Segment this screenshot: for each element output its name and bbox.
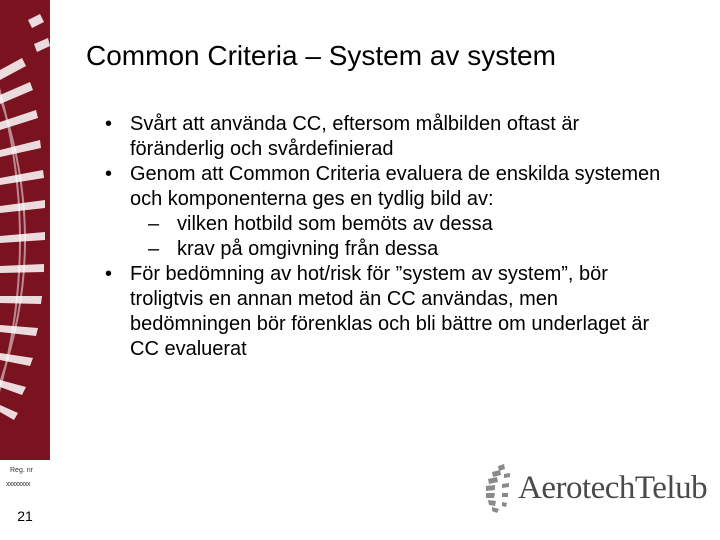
- reg-value: xxxxxxxx: [6, 481, 30, 488]
- bullet-item: [105, 262, 675, 362]
- logo-globe-icon: [482, 462, 516, 518]
- logo-text: AerotechTelub: [518, 470, 708, 506]
- bullet-item: [105, 162, 675, 212]
- bullet-mark: •: [105, 163, 113, 185]
- subbullet-item: [105, 237, 675, 262]
- subbullet-item: [105, 212, 675, 237]
- bullet-text: För bedömning av hot/risk för ”system av system”, bör troligtvis en annan metod än CC användas, men bedömningen bör förenklas och bli bättre om underlaget är CC evaluerat: [130, 263, 650, 360]
- bullet-mark: •: [105, 113, 113, 135]
- slide-title: Common Criteria – System av system: [86, 40, 556, 71]
- subbullet-mark: –: [148, 238, 160, 260]
- globe-pattern-icon: [0, 0, 50, 460]
- slide-body: [105, 112, 675, 362]
- company-logo: [482, 462, 708, 518]
- subbullet-mark: –: [148, 213, 160, 235]
- bullet-item: [105, 112, 675, 162]
- subbullet-text: krav på omgivning från dessa: [177, 238, 439, 260]
- bullet-mark: •: [105, 263, 113, 285]
- sidebar-decoration: [0, 0, 50, 540]
- bullet-text: Genom att Common Criteria evaluera de enskilda systemen och komponenterna ges en tydlig bild av:: [130, 163, 661, 210]
- reg-label: Reg. nr: [10, 467, 33, 474]
- page-number: 21: [17, 508, 33, 524]
- bullet-text: Svårt att använda CC, eftersom målbilden oftast är föränderlig och svårdefinierad: [130, 113, 580, 160]
- subbullet-text: vilken hotbild som bemöts av dessa: [177, 213, 493, 235]
